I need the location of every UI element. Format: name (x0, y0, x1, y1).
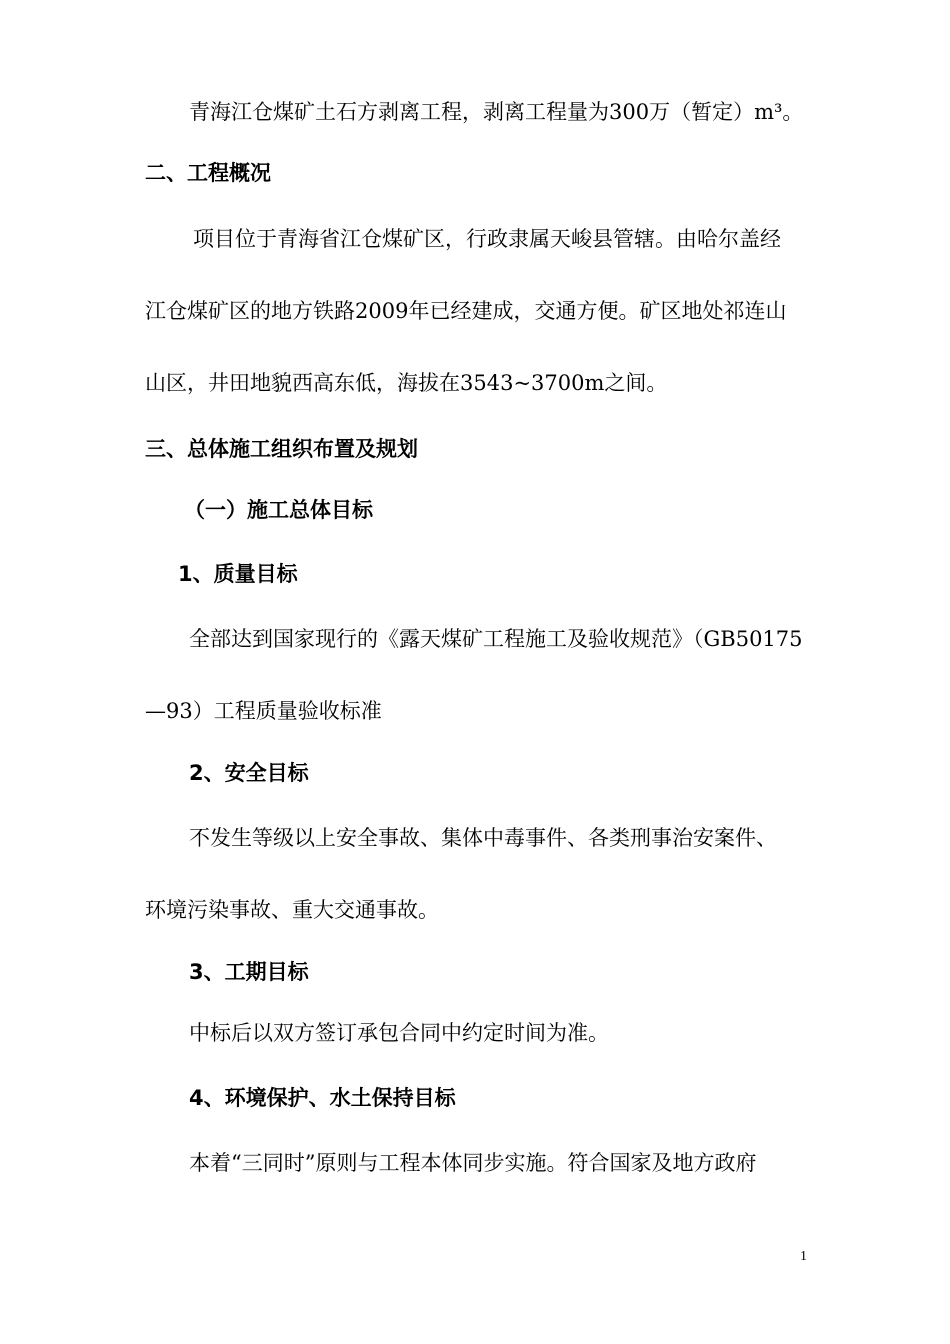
intro-paragraph: 青海江仓煤矿土石方剥离工程，剥离工程量为300万（暂定）m³。 (189, 100, 804, 124)
schedule-line-1: 中标后以双方签订承包合同中约定时间为准。 (189, 1021, 609, 1045)
environment-line-1: 本着“三同时”原则与工程本体同步实施。符合国家及地方政府 (189, 1151, 757, 1175)
heading-environment-goal: 4、环境保护、水土保持目标 (189, 1086, 456, 1110)
subsection-heading-goals: （一）施工总体目标 (184, 498, 373, 522)
overview-line-1: 项目位于青海省江仓煤矿区，行政隶属天峻县管辖。由哈尔盖经 (193, 227, 781, 251)
safety-line-2: 环境污染事故、重大交通事故。 (145, 898, 439, 922)
page-number: 1 (800, 1249, 807, 1264)
section-heading-plan: 三、总体施工组织布置及规划 (145, 437, 418, 461)
section-heading-overview: 二、工程概况 (145, 161, 271, 185)
heading-schedule-goal: 3、工期目标 (189, 960, 309, 984)
overview-line-2: 江仓煤矿区的地方铁路2009年已经建成，交通方便。矿区地处祁连山 (145, 299, 787, 323)
quality-line-1: 全部达到国家现行的《露天煤矿工程施工及验收规范》（GB50175 (189, 627, 803, 651)
heading-quality-goal: 1、质量目标 (178, 562, 298, 586)
heading-safety-goal: 2、安全目标 (189, 761, 309, 785)
overview-line-3: 山区，井田地貌西高东低，海拔在3543~3700m之间。 (145, 371, 668, 395)
quality-line-2: —93）工程质量验收标准 (145, 699, 382, 723)
safety-line-1: 不发生等级以上安全事故、集体中毒事件、各类刑事治安案件、 (189, 826, 777, 850)
